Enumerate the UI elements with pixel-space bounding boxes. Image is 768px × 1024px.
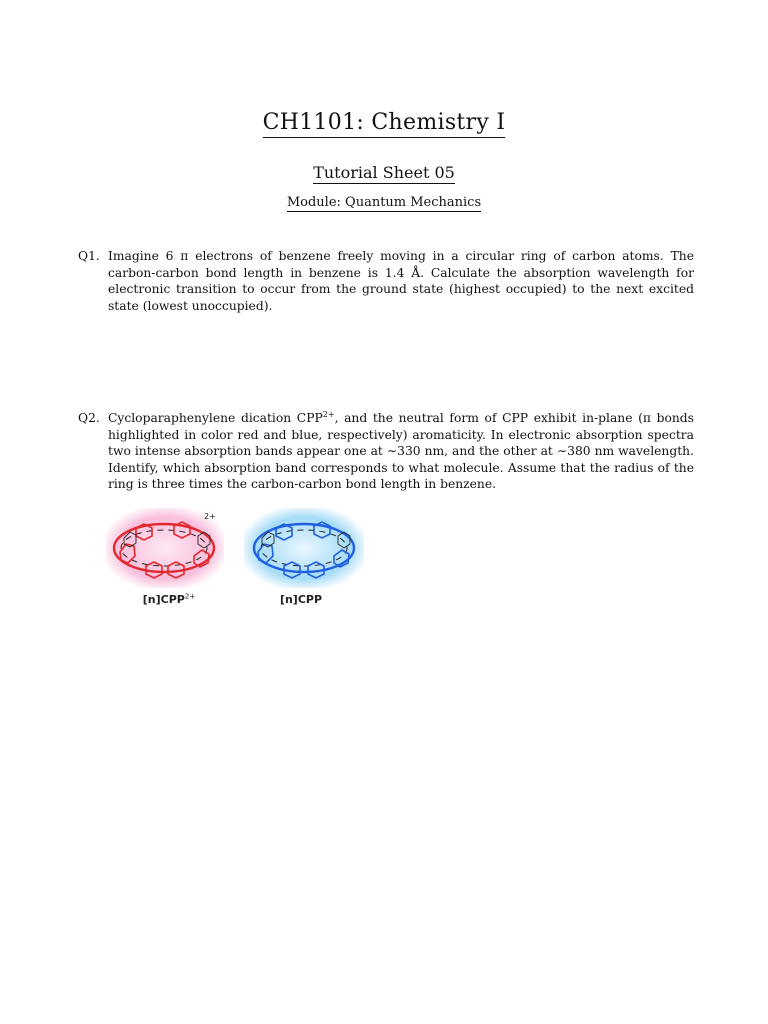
question-2 [78,410,694,493]
dication-charge-label: 2+ [204,512,216,521]
question-2-text [108,410,694,493]
question-1-text: Imagine 6 π electrons of benzene freely moving in a circular ring of carbon atoms. The carbon-carbon bond length in benzene is 1.4 Å. Calculate the absorption wavelength for electronic transition to occur from the ground state (highest occupied) to the next excited state (lowest unoccupied). [108,249,694,313]
module-subtitle [0,195,768,212]
neutral-label: [n]CPP [279,593,323,606]
question-2-charge: 2+ [322,409,335,419]
question-1-number: Q1. [78,249,100,263]
dication-label-charge: 2+ [184,592,196,601]
course-title-text: CH1101: Chemistry I [263,110,506,138]
dication-label [124,593,214,606]
dication-label-text: [n]CPP [142,593,185,606]
question-2-number: Q2. [78,411,100,425]
sheet-title-text: Tutorial Sheet 05 [313,163,455,182]
course-title [0,110,768,138]
module-subtitle-text: Module: Quantum Mechanics [286,195,482,210]
cpp-neutral-structure [244,508,364,588]
question-1 [78,248,694,314]
cpp-figure [106,508,368,608]
question-2-text-start: Cycloparaphenylene dication CPP [108,411,323,425]
sheet-title [0,163,768,184]
question-2-text-rest: , and the neutral form of CPP exhibit in-plane (π bonds highlighted in color red and blue, respectively) aromaticity. In electronic absorption spectra two intense absorption bands appear one at ∼330 nm, and the other at ∼380 nm wavelength. Identify, which absorption band corresponds to what molecule. Assume that the radius of the ring is three times the carbon-carbon bond length in benzene. [108,411,694,492]
